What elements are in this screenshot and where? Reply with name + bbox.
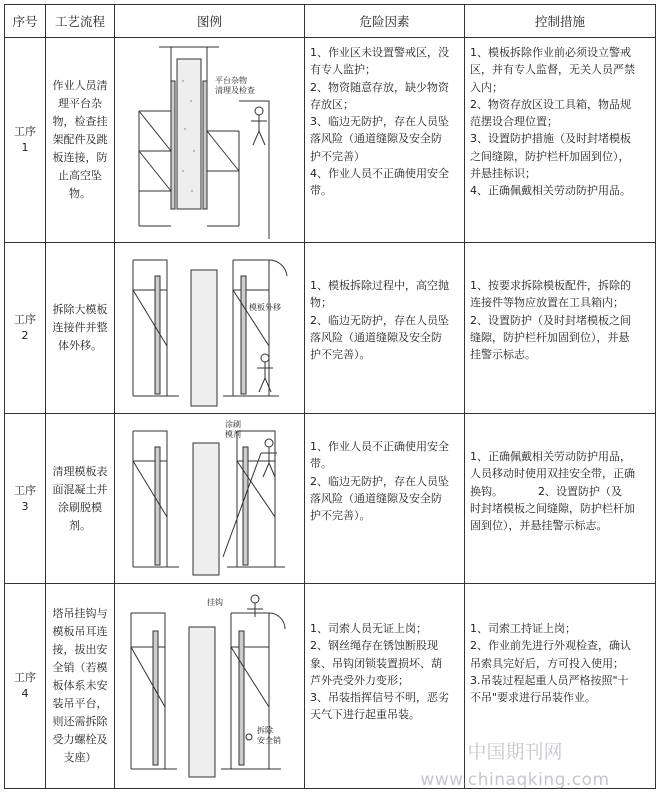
hazard-line: 芦外壳受外力变形； (310, 673, 409, 687)
hazards-cell (305, 38, 465, 243)
formwork-diagram-2 (119, 246, 299, 410)
control-line: 区，并有专人监督，无关人员严禁 (470, 63, 635, 77)
process-line: 清理模板表 (52, 464, 108, 478)
hazard-line: 3、临边无防护，存在人员坠 (310, 115, 449, 129)
control-line: 2、设置防护（及时封堵模板之间 (470, 313, 631, 327)
controls-cell (465, 584, 656, 789)
process-cell (46, 584, 115, 789)
figure-label: 挂钩 (207, 598, 223, 607)
figure-cell (115, 414, 305, 584)
header-hazards: 危险因素 (305, 5, 465, 38)
control-line: 1、司索工持证上岗； (470, 622, 576, 635)
control-line: 换钩。 2、设置防护（及 (470, 484, 622, 498)
control-line: 时封堵模板之间缝隙，防护栏杆加 (470, 501, 635, 515)
hazards-cell (305, 243, 465, 414)
step-number: 4 (21, 687, 29, 700)
control-line: 连接件等物应放置在工具箱内； (470, 296, 624, 310)
hazard-line: 2、钢丝绳存在锈蚀断股现 (310, 639, 438, 653)
process-line: 理平台杂 (58, 97, 102, 110)
control-line: 3.吊装过程起重人员严格按照"十 (470, 673, 629, 687)
figure-label: 模剂 (225, 430, 241, 439)
process-line: 止高空坠 (58, 169, 102, 182)
step-cell (5, 243, 46, 414)
hazard-line: 护不完善）。 (310, 509, 371, 523)
control-line: 4、正确佩戴相关劳动防护用品。 (470, 184, 631, 198)
table-row (5, 38, 656, 243)
control-line: 2、作业前先进行外观检查，确认 (470, 639, 631, 653)
hazard-line: 象、吊钩闭锁装置损坏、葫 (310, 656, 442, 670)
controls-cell (465, 414, 656, 584)
process-line: 板体系未安 (52, 679, 108, 692)
process-cell (46, 243, 115, 414)
hazard-line: 1、司索人员无证上岗； (310, 622, 427, 635)
control-line: 范摆设合理位置； (470, 115, 558, 129)
process-line: 则还需拆除 (52, 715, 108, 728)
control-line: 1、按要求拆除模板配件，拆除的 (470, 279, 631, 292)
process-line: 受力螺栓及 (52, 733, 108, 746)
hazard-line: 2、临边无防护，存在人员坠 (310, 474, 449, 488)
watermark-url: www.chinaqking.com (420, 770, 610, 790)
figure-label: 平台杂物 (215, 76, 247, 85)
process-line: 作业人员清 (52, 79, 108, 92)
process-cell (46, 38, 115, 243)
hazard-line: 物； (310, 296, 332, 310)
step-cell (5, 584, 46, 789)
header-figure: 图例 (115, 5, 305, 38)
hazard-line: 4、作业人员不正确使用安全 (310, 167, 449, 181)
control-line: 入内； (470, 80, 503, 94)
watermark-cn: 中国期刊网 (467, 741, 563, 763)
step-number: 1 (21, 141, 29, 154)
figure-cell (115, 38, 305, 243)
process-line: 装吊平台， (52, 697, 108, 710)
formwork-diagram-1 (119, 41, 299, 239)
hazard-line: 2、临边无防护，存在人员坠 (310, 313, 449, 327)
control-line: 之间缝隙，防护栏杆加固到位）， (470, 149, 630, 163)
figure-label: 模板外移 (249, 303, 281, 312)
control-line: 并悬挂标识； (470, 167, 536, 181)
hazard-line: 落风险（通道缝隙及安全防 (310, 132, 442, 146)
hazard-line: 天气下进行起重吊装。 (310, 708, 420, 722)
hazard-line: 有专人监护； (310, 63, 376, 77)
table-row (5, 243, 656, 414)
table-row (5, 414, 656, 584)
hazard-line: 带。 (310, 184, 332, 198)
control-line: 1、模板拆除作业前必须设立警戒 (470, 46, 631, 59)
control-line: 缝隙，防护栏杆加固到位），并悬 (470, 330, 630, 344)
construction-safety-table (4, 4, 656, 789)
hazard-line: 带。 (310, 457, 332, 471)
hazard-line: 1、作业区未设置警戒区，没 (310, 46, 449, 59)
control-line: 挂警示标志。 (470, 348, 536, 362)
hazard-line: 护不完善）。 (310, 348, 371, 362)
hazard-line: 存放区； (310, 97, 354, 111)
hazard-line: 护不完善） (310, 149, 365, 163)
control-line: 人员移动时使用双挂安全带，正确 (470, 467, 635, 481)
hazard-line: 3、吊装指挥信号不明，恶劣 (310, 691, 449, 705)
process-line: 拆除大模板 (52, 303, 108, 316)
process-line: 剂。 (69, 518, 91, 532)
step-label: 工序 (14, 125, 36, 138)
controls-cell (465, 38, 656, 243)
controls-cell (465, 243, 656, 414)
process-line: 物。 (69, 187, 91, 200)
hazard-line: 落风险（通道缝隙及安全防 (310, 491, 442, 505)
control-line: 3、设置防护措施（及时封堵模板 (470, 132, 631, 146)
process-line: 架配件及跳 (52, 133, 108, 146)
step-number: 2 (21, 329, 29, 342)
hazard-line: 1、作业人员不正确使用安全 (310, 440, 449, 453)
step-label: 工序 (14, 313, 36, 326)
figure-label: 清理及检查 (215, 86, 255, 95)
hazards-cell (305, 584, 465, 789)
table-row (5, 584, 656, 789)
process-line: 塔吊挂钩与 (52, 607, 108, 620)
hazards-cell (305, 414, 465, 584)
process-line: 连接件并整 (52, 321, 108, 334)
control-line: 不吊"要求进行吊装作业。 (470, 691, 597, 705)
header-seq: 序号 (5, 5, 46, 38)
control-line: 固到位），并悬挂警示标志。 (470, 519, 608, 533)
process-cell (46, 414, 115, 584)
step-label: 工序 (14, 483, 36, 497)
process-line: 接，拔出安 (52, 643, 108, 656)
header-process: 工艺流程 (46, 5, 115, 38)
control-line: 2、物资存放区设工具箱，物品规 (470, 97, 631, 111)
control-line: 1、正确佩戴相关劳动防护用品， (470, 450, 631, 463)
step-cell (5, 414, 46, 584)
hazard-line: 2、物资随意存放，缺少物资 (310, 80, 449, 94)
control-line: 吊索具完好后，方可投入使用； (470, 656, 624, 670)
header-row (5, 5, 656, 38)
figure-label: 涂刷 (225, 420, 241, 429)
step-label: 工序 (14, 671, 36, 684)
figure-cell (115, 584, 305, 789)
process-line: 体外移。 (58, 339, 102, 352)
figure-label: 安全销 (257, 736, 281, 745)
formwork-diagram-3 (119, 417, 299, 580)
formwork-diagram-4 (119, 587, 299, 785)
process-line: 面混凝土并 (52, 482, 108, 496)
header-controls: 控制措施 (465, 5, 656, 38)
figure-label: 拆除 (257, 726, 273, 735)
process-line: 全销（若模 (52, 661, 108, 674)
process-line: 涂刷脱模 (58, 500, 102, 514)
process-line: 模板吊耳连 (52, 625, 108, 638)
figure-cell (115, 243, 305, 414)
step-number: 3 (21, 499, 29, 513)
step-cell (5, 38, 46, 243)
hazard-line: 落风险（通道缝隙及安全防 (310, 330, 442, 344)
process-line: 支座） (63, 751, 97, 764)
process-line: 板连接，防 (52, 151, 108, 164)
hazard-line: 1、模板拆除过程中，高空抛 (310, 279, 449, 292)
process-line: 物，检查挂 (52, 115, 108, 128)
